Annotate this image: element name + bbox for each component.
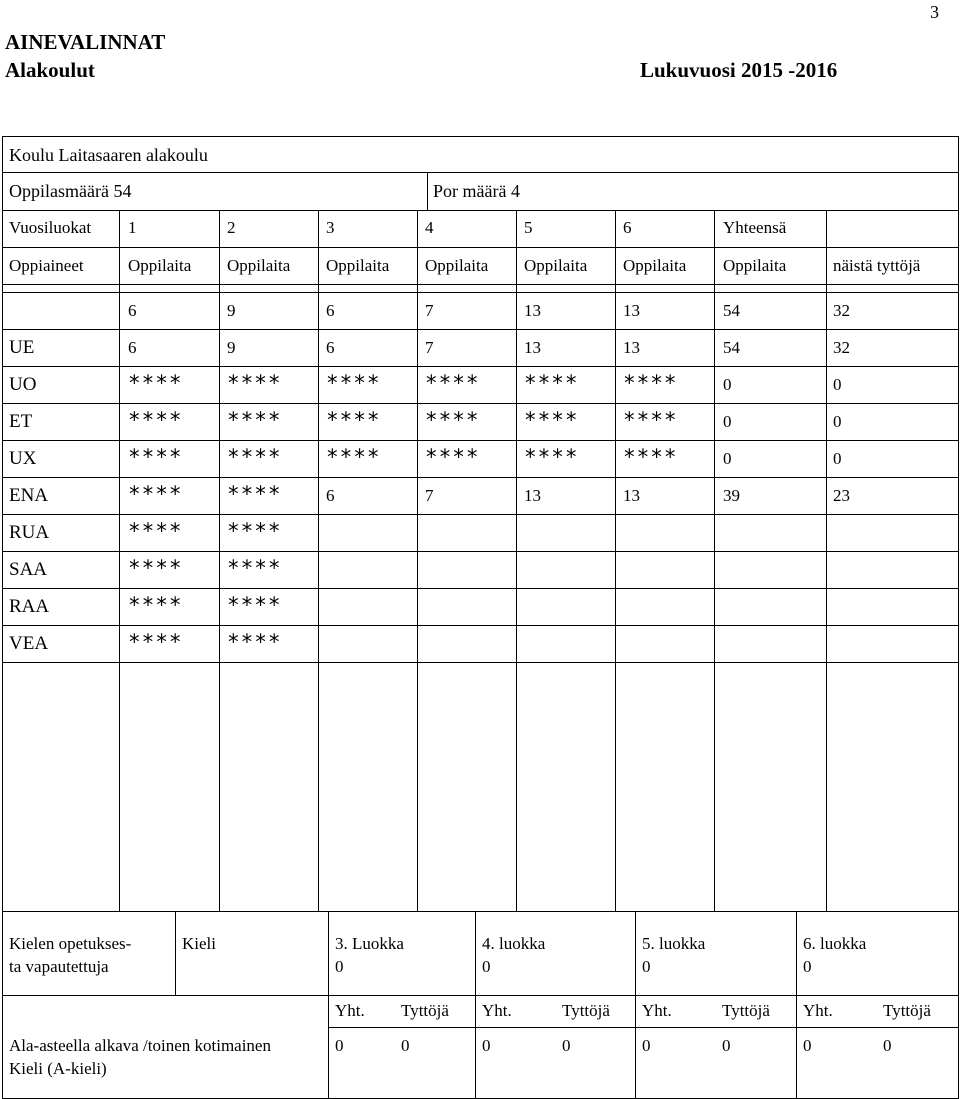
akieli-yht-3: Yht.: [335, 1001, 365, 1020]
table-cell: ****: [326, 445, 381, 469]
table-cell: 0: [833, 449, 842, 468]
grid-line: [2, 292, 958, 293]
pupils-label-2: Oppilaita: [227, 256, 291, 275]
table-cell: ****: [425, 445, 480, 469]
akieli-value-1: 0: [335, 1036, 344, 1055]
grid-line: [2, 210, 958, 211]
exempt-grade-5-value: 0: [642, 957, 651, 976]
grid-line: [796, 911, 797, 1099]
grade-2: 2: [227, 218, 236, 237]
grid-line: [2, 440, 958, 441]
akieli-girls-3: Tyttöjä: [401, 1001, 449, 1020]
grid-line: [427, 172, 428, 210]
pupil-count: Oppilasmäärä 54: [9, 181, 132, 201]
table-cell: 6: [326, 301, 335, 320]
table-cell: ****: [227, 408, 282, 432]
table-cell: ****: [128, 519, 183, 543]
grid-line: [2, 551, 958, 552]
table-cell: ****: [227, 482, 282, 506]
pupils-label-3: Oppilaita: [326, 256, 390, 275]
exempt-grade-6-label: 6. luokka: [803, 934, 867, 953]
grid-line: [328, 911, 329, 1099]
akieli-yht-5: Yht.: [642, 1001, 672, 1020]
table-cell: 6: [128, 301, 137, 320]
subject-name: ENA: [9, 485, 49, 506]
exempt-label-line1: Kielen opetukses-: [9, 934, 132, 953]
table-cell: 13: [524, 301, 541, 320]
subject-name: RAA: [9, 596, 50, 617]
grid-line: [2, 136, 958, 137]
grid-line: [2, 514, 958, 515]
table-cell: ****: [128, 371, 183, 395]
grid-line: [2, 284, 958, 285]
akieli-value-3: 0: [482, 1036, 491, 1055]
subject-name: UE: [9, 337, 35, 358]
school-year: Lukuvuosi 2015 -2016: [640, 58, 838, 82]
grid-line: [2, 403, 958, 404]
table-cell: 6: [326, 486, 335, 505]
table-cell: ****: [425, 408, 480, 432]
table-cell: 32: [833, 301, 850, 320]
akieli-value-6: 0: [722, 1036, 731, 1055]
subject-name: ET: [9, 411, 33, 432]
grade-5: 5: [524, 218, 533, 237]
pupils-label-5: Oppilaita: [524, 256, 588, 275]
table-cell: ****: [227, 630, 282, 654]
grade-3: 3: [326, 218, 335, 237]
pupils-label-total: Oppilaita: [723, 256, 787, 275]
exempt-label-line2: ta vapautettuja: [9, 957, 109, 976]
table-cell: ****: [227, 371, 282, 395]
table-cell: 7: [425, 301, 434, 320]
table-cell: 13: [623, 486, 640, 505]
exempt-grade-4-value: 0: [482, 957, 491, 976]
grid-line: [2, 136, 3, 1099]
table-cell: 7: [425, 338, 434, 357]
table-cell: 9: [227, 301, 236, 320]
akieli-girls-6: Tyttöjä: [883, 1001, 931, 1020]
exempt-grade-3-label: 3. Luokka: [335, 934, 404, 953]
grid-line: [2, 588, 958, 589]
document-subtitle: Alakoulut: [5, 58, 95, 82]
akieli-value-2: 0: [401, 1036, 410, 1055]
table-cell: 23: [833, 486, 850, 505]
subject-name: SAA: [9, 559, 48, 580]
table-cell: ****: [524, 408, 579, 432]
grid-line: [2, 911, 958, 912]
table-cell: 6: [128, 338, 137, 357]
grade-1: 1: [128, 218, 137, 237]
table-cell: ****: [623, 371, 678, 395]
exempt-grade-5-label: 5. luokka: [642, 934, 706, 953]
akieli-value-8: 0: [883, 1036, 892, 1055]
grid-line: [2, 172, 958, 173]
subject-name: UX: [9, 448, 37, 469]
table-cell: 13: [524, 338, 541, 357]
table-cell: 13: [524, 486, 541, 505]
grid-line: [2, 329, 958, 330]
table-cell: 13: [623, 301, 640, 320]
grid-line: [175, 911, 176, 995]
table-cell: ****: [128, 556, 183, 580]
grade-row-label: Vuosiluokat: [9, 218, 92, 237]
subjects-label: Oppiaineet: [9, 256, 84, 275]
table-cell: ****: [128, 593, 183, 617]
table-cell: ****: [227, 593, 282, 617]
table-cell: ****: [326, 371, 381, 395]
grid-line: [119, 210, 120, 911]
table-cell: 9: [227, 338, 236, 357]
grid-line: [328, 1027, 958, 1028]
table-cell: 6: [326, 338, 335, 357]
kieli-label: Kieli: [182, 934, 216, 953]
pupils-label-4: Oppilaita: [425, 256, 489, 275]
grid-line: [635, 911, 636, 1099]
grid-line: [2, 366, 958, 367]
grid-line: [826, 210, 827, 911]
grid-line: [2, 625, 958, 626]
pupils-label-1: Oppilaita: [128, 256, 192, 275]
table-cell: 13: [623, 338, 640, 357]
akieli-girls-5: Tyttöjä: [722, 1001, 770, 1020]
subject-name: VEA: [9, 633, 49, 654]
akieli-label-line1: Ala-asteella alkava /toinen kotimainen: [9, 1036, 271, 1055]
table-cell: ****: [623, 408, 678, 432]
table-cell: ****: [326, 408, 381, 432]
grid-line: [714, 210, 715, 911]
table-cell: ****: [227, 556, 282, 580]
table-cell: ****: [128, 408, 183, 432]
exempt-grade-6-value: 0: [803, 957, 812, 976]
akieli-label-line2: Kieli (A-kieli): [9, 1059, 107, 1078]
grade-4: 4: [425, 218, 434, 237]
grid-line: [2, 477, 958, 478]
subject-name: RUA: [9, 522, 50, 543]
akieli-value-5: 0: [642, 1036, 651, 1055]
table-cell: ****: [227, 445, 282, 469]
table-cell: 0: [723, 449, 732, 468]
akieli-girls-4: Tyttöjä: [562, 1001, 610, 1020]
akieli-yht-4: Yht.: [482, 1001, 512, 1020]
subject-name: UO: [9, 374, 37, 395]
table-cell: 54: [723, 338, 740, 357]
grid-line: [2, 247, 958, 248]
girls-label: näistä tyttöjä: [833, 256, 921, 275]
table-cell: ****: [128, 445, 183, 469]
table-cell: ****: [128, 630, 183, 654]
por-count: Por määrä 4: [433, 181, 520, 201]
table-cell: 0: [723, 375, 732, 394]
table-cell: 32: [833, 338, 850, 357]
table-cell: 0: [723, 412, 732, 431]
akieli-value-7: 0: [803, 1036, 812, 1055]
table-cell: 0: [833, 375, 842, 394]
grid-line: [318, 210, 319, 911]
table-cell: 7: [425, 486, 434, 505]
document-title: AINEVALINNAT: [5, 30, 166, 54]
grid-line: [219, 210, 220, 911]
page-number: 3: [930, 2, 939, 22]
table-cell: ****: [425, 371, 480, 395]
grid-line: [516, 210, 517, 911]
grid-line: [2, 662, 958, 663]
table-cell: 39: [723, 486, 740, 505]
school-name: Koulu Laitasaaren alakoulu: [9, 145, 208, 165]
table-cell: ****: [623, 445, 678, 469]
grid-line: [2, 995, 958, 996]
grid-line: [958, 136, 959, 1099]
akieli-value-4: 0: [562, 1036, 571, 1055]
grid-line: [417, 210, 418, 911]
table-cell: 54: [723, 301, 740, 320]
table-cell: ****: [227, 519, 282, 543]
exempt-grade-4-label: 4. luokka: [482, 934, 546, 953]
pupils-label-6: Oppilaita: [623, 256, 687, 275]
grid-line: [615, 210, 616, 911]
exempt-grade-3-value: 0: [335, 957, 344, 976]
akieli-yht-6: Yht.: [803, 1001, 833, 1020]
grade-6: 6: [623, 218, 632, 237]
table-cell: ****: [524, 371, 579, 395]
table-cell: ****: [128, 482, 183, 506]
grid-line: [475, 911, 476, 1099]
table-cell: ****: [524, 445, 579, 469]
grade-total: Yhteensä: [723, 218, 787, 237]
table-cell: 0: [833, 412, 842, 431]
